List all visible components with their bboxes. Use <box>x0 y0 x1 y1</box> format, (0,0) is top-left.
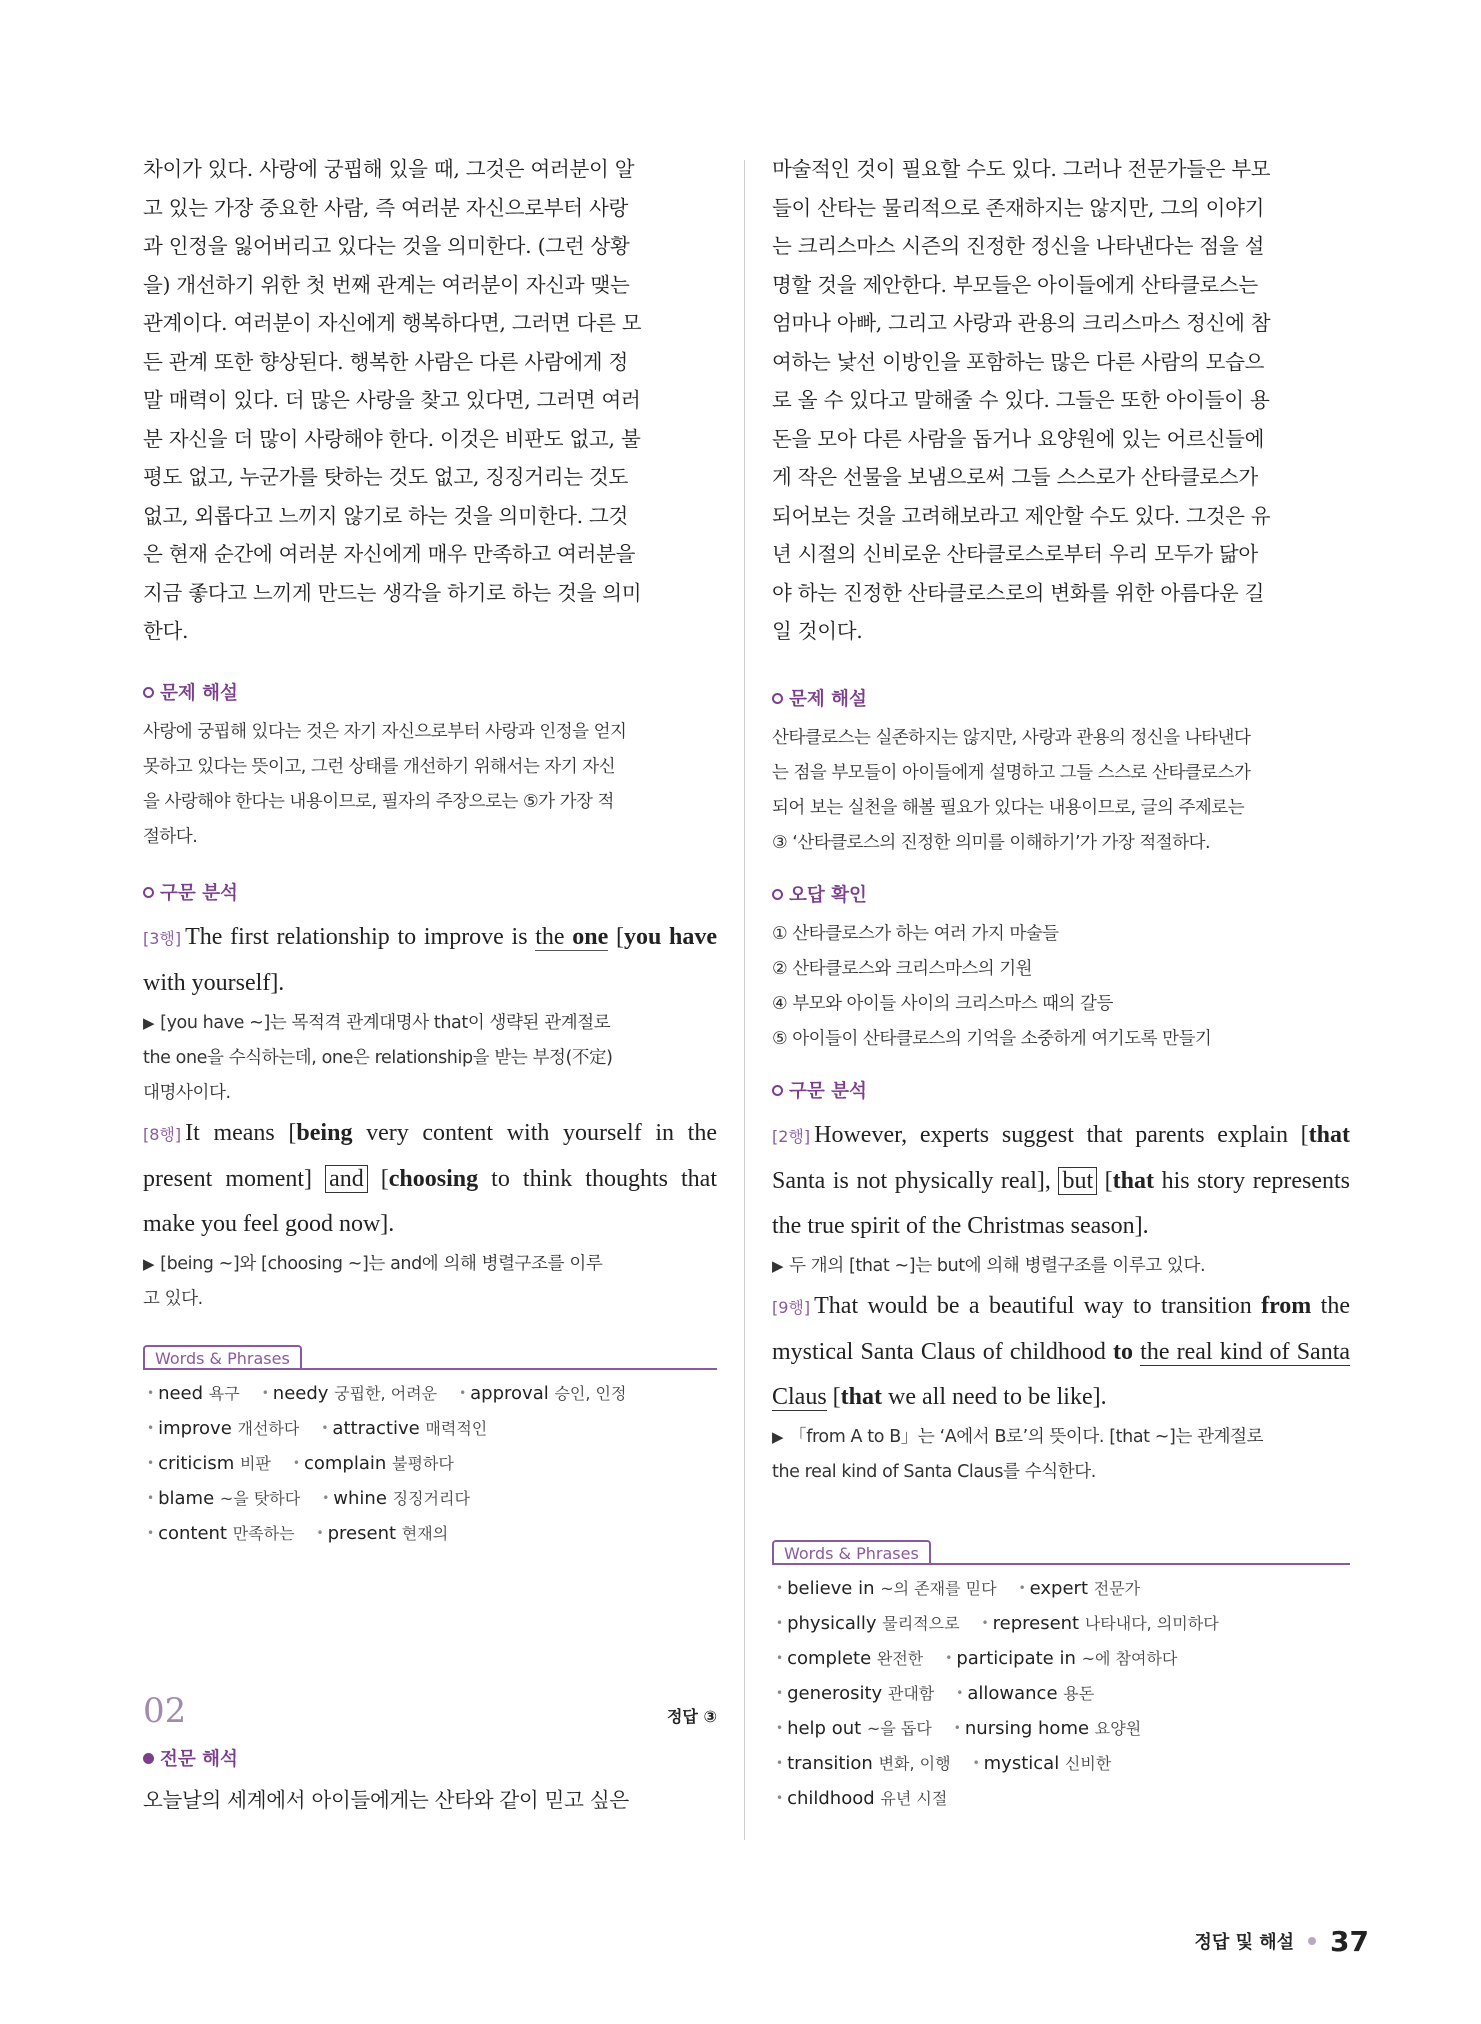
text-line: 지금 좋다고 느끼게 만드는 생각을 하기로 하는 것을 의미 <box>143 580 642 605</box>
text-line: 일 것이다. <box>772 619 863 643</box>
text-line: 엄마나 아빠, 그리고 사랑과 관용의 크리스마스 정신에 참 <box>772 311 1271 335</box>
word-row <box>776 1711 1350 1746</box>
word-item <box>956 1676 1094 1711</box>
words-phrases-rule <box>772 1563 1350 1565</box>
word-english: whine <box>333 1487 393 1509</box>
word-english: mystical <box>983 1752 1065 1774</box>
text-line: ③ ‘산타클로스의 진정한 의미를 이해하기’가 가장 적절하다. <box>772 832 1211 853</box>
word-english: help out <box>787 1717 867 1739</box>
text-line: 관계이다. 여러분이 자신에게 행복하다면, 그러면 다른 모 <box>143 311 642 335</box>
text-line: 로 올 수 있다고 말해줄 수 있다. 그들은 또한 아이들이 용 <box>772 388 1270 412</box>
text-line: 평도 없고, 누군가를 탓하는 것도 없고, 징징거리는 것도 <box>143 465 629 489</box>
words-phrases-tab: Words & Phrases <box>143 1345 302 1370</box>
word-korean: 용돈 <box>1063 1683 1095 1703</box>
word-english: nursing home <box>964 1717 1095 1739</box>
full-translation-first-line: 오늘날의 세계에서 아이들에게는 산타와 같이 믿고 싶은 <box>143 1787 629 1812</box>
word-item <box>776 1641 923 1676</box>
word-item <box>317 1516 449 1551</box>
word-english: complain <box>303 1452 392 1474</box>
text-line: 말 매력이 있다. 더 많은 사랑을 찾고 있다면, 그러면 여러 <box>143 388 641 412</box>
left-syntax-sentence-1: [3행] The first relationship to improve is the one [you have with yourself]. <box>143 923 717 996</box>
left-explain-heading: 문제 해설 <box>143 679 717 705</box>
word-english: criticism <box>158 1452 240 1474</box>
text-line: ② 산타클로스와 크리스마스의 기원 <box>772 958 1033 979</box>
word-korean: 신비한 <box>1064 1753 1112 1773</box>
right-translation <box>772 150 1350 651</box>
word-english: present <box>327 1522 402 1544</box>
word-item <box>147 1481 300 1516</box>
right-syntax-sentence-2: [9행] That would be a beautiful way to transition from the mystical Santa Claus of childhood to the real kind of Santa Claus [that we all need to be like]. <box>772 1292 1351 1410</box>
word-english: represent <box>992 1612 1085 1634</box>
word-row <box>147 1411 717 1446</box>
line-tag: [2행] <box>772 1126 811 1146</box>
text-line: 산타클로스는 실존하지는 않지만, 사랑과 관용의 정신을 나타낸다 <box>772 727 1251 748</box>
left-syntax-note-2 <box>143 1247 717 1317</box>
text-line: 고 있는 가장 중요한 사람, 즉 여러분 자신으로부터 사랑 <box>143 195 629 220</box>
word-english: needy <box>272 1382 335 1404</box>
line-tag: [8행] <box>143 1124 182 1144</box>
word-row <box>147 1516 717 1551</box>
word-item <box>982 1606 1219 1641</box>
word-english: physically <box>787 1612 883 1634</box>
text-line: 명할 것을 제안한다. 부모들은 아이들에게 산타클로스는 <box>772 272 1258 297</box>
word-english: content <box>158 1522 233 1544</box>
right-syntax-note-1 <box>772 1249 1350 1284</box>
word-korean: 물리적으로 <box>882 1613 960 1633</box>
triangle-icon: ▶ <box>772 1256 784 1275</box>
word-korean: ~을 돕다 <box>866 1718 932 1738</box>
column-divider <box>744 160 745 1840</box>
word-row <box>776 1781 1350 1816</box>
word-item <box>1019 1571 1141 1606</box>
left-words-list <box>143 1376 717 1551</box>
question-number: 02 <box>143 1690 187 1731</box>
triangle-icon: ▶ <box>143 1254 155 1273</box>
word-item <box>459 1376 626 1411</box>
word-korean: ~에 참여하다 <box>1081 1648 1178 1668</box>
circle-icon <box>772 693 783 704</box>
word-row <box>147 1481 717 1516</box>
word-item <box>147 1411 299 1446</box>
text-line: 을) 개선하기 위한 첫 번째 관계는 여러분이 자신과 맺는 <box>143 272 630 297</box>
word-row <box>776 1606 1350 1641</box>
triangle-icon: ▶ <box>772 1427 784 1446</box>
word-korean: 징징거리다 <box>392 1488 470 1508</box>
line-tag: [3행] <box>143 928 182 948</box>
circle-icon <box>772 889 783 900</box>
triangle-icon: ▶ <box>143 1013 155 1032</box>
text-line: 분 자신을 더 많이 사랑해야 한다. 이것은 비판도 없고, 불 <box>143 426 641 451</box>
word-korean: 유년 시절 <box>880 1788 948 1808</box>
word-korean: ~의 존재를 믿다 <box>880 1578 997 1598</box>
word-item <box>322 1481 470 1516</box>
circle-icon <box>143 687 154 698</box>
word-item <box>776 1781 947 1816</box>
note-line: the real kind of Santa Claus를 수식한다. <box>772 1461 1096 1482</box>
left-syntax-note-1 <box>143 1006 717 1111</box>
word-korean: 전문가 <box>1093 1578 1141 1598</box>
note-line: 대명사이다. <box>143 1082 231 1103</box>
word-english: improve <box>158 1417 238 1439</box>
left-explain-text <box>143 715 717 855</box>
text-line: 는 점을 부모들이 아이들에게 설명하고 그들 스스로 산타클로스가 <box>772 762 1251 783</box>
word-korean: 현재의 <box>401 1523 449 1543</box>
right-words-list <box>772 1571 1350 1816</box>
text-line: 못하고 있다는 뜻이고, 그런 상태를 개선하기 위해서는 자기 자신 <box>143 756 616 777</box>
word-korean: 요양원 <box>1094 1718 1142 1738</box>
text-line: 여하는 낯선 이방인을 포함하는 많은 다른 사람의 모습으 <box>772 349 1265 374</box>
left-words-phrases <box>143 1345 717 1370</box>
word-english: need <box>158 1382 209 1404</box>
text-line: 과 인정을 잃어버리고 있다는 것을 의미한다. (그런 상황 <box>143 234 630 258</box>
text-line: 은 현재 순간에 여러분 자신에게 매우 만족하고 여러분을 <box>143 542 636 566</box>
word-korean: 개선하다 <box>237 1418 300 1438</box>
text-line: ① 산타클로스가 하는 여러 가지 마술들 <box>772 923 1059 944</box>
bullet-icon <box>1308 1937 1316 1945</box>
word-item <box>293 1446 454 1481</box>
word-korean: 욕구 <box>208 1383 240 1403</box>
word-row <box>776 1571 1350 1606</box>
word-korean: 관대함 <box>887 1683 935 1703</box>
word-item <box>262 1376 437 1411</box>
word-english: generosity <box>787 1682 888 1704</box>
word-item <box>147 1516 295 1551</box>
word-english: complete <box>787 1647 877 1669</box>
word-english: allowance <box>967 1682 1064 1704</box>
word-item <box>776 1711 932 1746</box>
word-korean: 변화, 이행 <box>878 1753 951 1773</box>
text-line: 절하다. <box>143 826 198 847</box>
circle-icon <box>143 887 154 898</box>
word-english: attractive <box>332 1417 426 1439</box>
word-korean: 궁핍한, 어려운 <box>334 1383 438 1403</box>
word-row <box>776 1746 1350 1781</box>
word-english: participate in <box>956 1647 1082 1669</box>
right-column <box>772 150 1350 1816</box>
text-line: 마술적인 것이 필요할 수도 있다. 그러나 전문가들은 부모 <box>772 157 1271 181</box>
text-line: 사랑에 궁핍해 있다는 것은 자기 자신으로부터 사랑과 인정을 얻지 <box>143 721 627 742</box>
word-english: approval <box>470 1382 555 1404</box>
words-phrases-tab: Words & Phrases <box>772 1540 931 1565</box>
wrong-answer-heading: 오답 확인 <box>772 881 1350 907</box>
text-line: 한다. <box>143 619 189 643</box>
word-row <box>776 1641 1350 1676</box>
word-item <box>776 1676 934 1711</box>
word-english: childhood <box>787 1787 881 1809</box>
word-korean: 완전한 <box>876 1648 924 1668</box>
left-translation <box>143 150 717 651</box>
word-korean: 만족하는 <box>232 1523 295 1543</box>
word-korean: ~을 탓하다 <box>219 1488 301 1508</box>
footer-label: 정답 및 해설 <box>1194 1932 1295 1953</box>
word-english: expert <box>1029 1577 1094 1599</box>
right-syntax-heading: 구문 분석 <box>772 1077 1350 1103</box>
text-line: 는 크리스마스 시즌의 진정한 정신을 나타낸다는 점을 설 <box>772 234 1265 258</box>
text-line: 든 관계 또한 향상된다. 행복한 사람은 다른 사람에게 정 <box>143 349 629 374</box>
text-line: 년 시절의 신비로운 산타클로스로부터 우리 모두가 닮아 <box>772 542 1258 566</box>
left-column <box>143 150 717 1819</box>
note-line: ▶ 「from A to B」는 ‘A에서 B로’의 뜻이다. [that ~]는 관계절로 <box>772 1426 1264 1447</box>
wrong-answer-list <box>772 917 1350 1057</box>
word-item <box>776 1606 960 1641</box>
note-line: 고 있다. <box>143 1288 203 1309</box>
text-line: 되어 보는 실천을 해볼 필요가 있다는 내용이므로, 글의 주제로는 <box>772 797 1245 818</box>
full-translation-heading: 전문 해석 <box>143 1745 717 1771</box>
answer-label: 정답 ③ <box>666 1706 717 1726</box>
word-korean: 비판 <box>239 1453 271 1473</box>
text-line: 게 작은 선물을 보냄으로써 그들 스스로가 산타클로스가 <box>772 465 1258 489</box>
word-item <box>321 1411 487 1446</box>
word-item <box>147 1446 271 1481</box>
word-item <box>776 1571 997 1606</box>
word-korean: 불평하다 <box>392 1453 454 1473</box>
word-item <box>147 1376 240 1411</box>
text-line: 을 사랑해야 한다는 내용이므로, 필자의 주장으로는 ⑤가 가장 적 <box>143 791 614 812</box>
page-number: 37 <box>1330 1925 1369 1958</box>
word-item <box>945 1641 1177 1676</box>
word-item <box>954 1711 1141 1746</box>
note-line: ▶ [being ~]와 [choosing ~]는 and에 의해 병렬구조를 이루 <box>143 1253 603 1274</box>
text-line: 야 하는 진정한 산타클로스로의 변화를 위한 아름다운 길 <box>772 580 1265 605</box>
note-line: ▶ [you have ~]는 목적격 관계대명사 that이 생략된 관계절로 <box>143 1012 611 1033</box>
word-row <box>147 1446 717 1481</box>
left-syntax-sentence-2: [8행] It means [being very content with yourself in the present moment] and [choosing to think thoughts that make you feel good now]. <box>143 1119 717 1237</box>
word-english: transition <box>787 1752 879 1774</box>
text-line: 되어보는 것을 고려해보라고 제안할 수도 있다. 그것은 유 <box>772 503 1271 528</box>
text-line: 돈을 모아 다른 사람을 돕거나 요양원에 있는 어르신들에 <box>772 426 1265 451</box>
word-korean: 승인, 인정 <box>554 1383 627 1403</box>
right-explain-text <box>772 721 1350 861</box>
circle-icon <box>772 1085 783 1096</box>
right-explain-heading: 문제 해설 <box>772 685 1350 711</box>
words-phrases-rule <box>143 1368 717 1370</box>
right-syntax-sentence-1: [2행] However, experts suggest that parents explain [that Santa is not physically real], but [that his story represents the true spirit of the Christmas season]. <box>772 1121 1351 1239</box>
text-line: 없고, 외롭다고 느끼지 않기로 하는 것을 의미한다. 그것 <box>143 503 629 528</box>
question-header <box>143 1691 717 1731</box>
text-line: ④ 부모와 아이들 사이의 크리스마스 때의 갈등 <box>772 993 1113 1014</box>
text-line: 들이 산타는 물리적으로 존재하지는 않지만, 그의 이야기 <box>772 195 1265 220</box>
word-english: believe in <box>787 1577 881 1599</box>
dot-icon <box>143 1753 154 1764</box>
word-item <box>776 1746 951 1781</box>
note-line: the one을 수식하는데, one은 relationship을 받는 부정(不定) <box>143 1047 613 1068</box>
text-line: ⑤ 아이들이 산타클로스의 기억을 소중하게 여기도록 만들기 <box>772 1028 1212 1049</box>
word-item <box>973 1746 1112 1781</box>
note-line: ▶ 두 개의 [that ~]는 but에 의해 병렬구조를 이루고 있다. <box>772 1255 1206 1276</box>
word-row <box>776 1676 1350 1711</box>
word-korean: 나타내다, 의미하다 <box>1084 1613 1219 1633</box>
word-row <box>147 1376 717 1411</box>
left-syntax-heading: 구문 분석 <box>143 879 717 905</box>
word-english: blame <box>158 1487 220 1509</box>
text-line: 차이가 있다. 사랑에 궁핍해 있을 때, 그것은 여러분이 알 <box>143 157 635 181</box>
line-tag: [9행] <box>772 1297 811 1317</box>
right-words-phrases <box>772 1540 1350 1565</box>
right-syntax-note-2 <box>772 1420 1350 1490</box>
page-footer <box>1195 1925 1369 1958</box>
word-korean: 매력적인 <box>425 1418 488 1438</box>
